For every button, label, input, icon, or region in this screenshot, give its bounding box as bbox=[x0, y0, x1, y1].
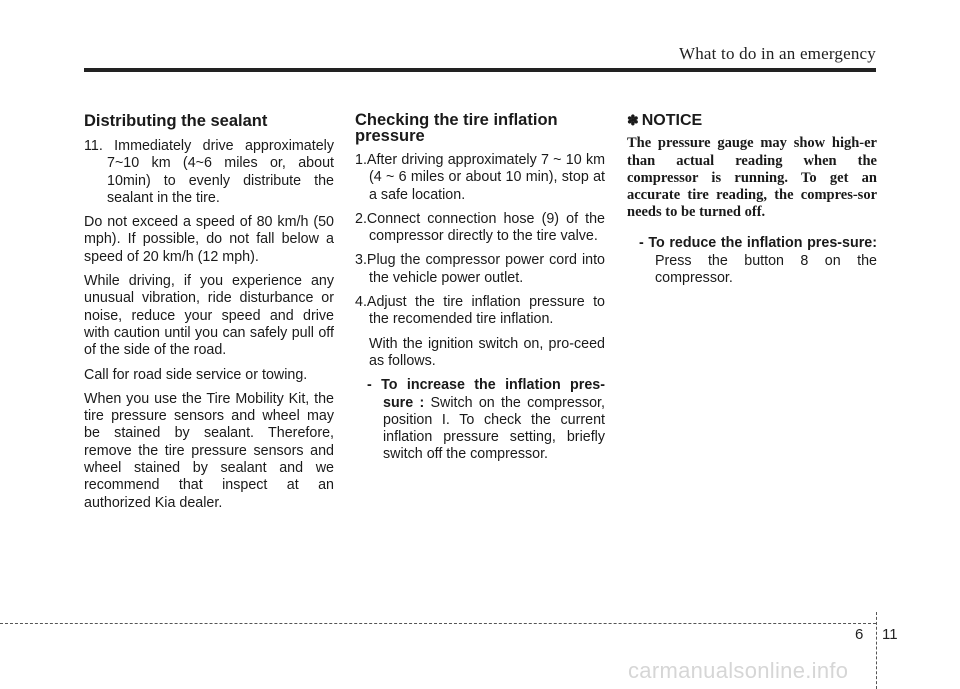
footer-rule bbox=[0, 623, 876, 624]
section-heading-checking: Checking the tire inflation pressure bbox=[355, 111, 558, 145]
increase-pressure-text: Switch on the compressor, position I. To check the current inflation pressure setting, briefly switch off the compressor. bbox=[383, 394, 605, 463]
page-number: 11 bbox=[882, 626, 898, 643]
increase-pressure-label: - To increase the inflation pres-sure : bbox=[367, 377, 605, 411]
step-2: 2.Connect connection hose (9) of the compressor directly to the tire valve. bbox=[355, 210, 605, 245]
paragraph-speed: Do not exceed a speed of 80 km/h (50 mph). If possible, do not fall below a speed of 20 km/h (12 mph). bbox=[84, 214, 334, 265]
section-number: 6 bbox=[855, 626, 864, 643]
column-checking-pressure bbox=[355, 112, 605, 471]
notice-heading bbox=[627, 112, 877, 129]
header-rule bbox=[84, 68, 876, 72]
increase-pressure-item bbox=[355, 377, 605, 463]
step-3: 3.Plug the compressor power cord into the vehicle power outlet. bbox=[355, 252, 605, 286]
reduce-pressure-label: - To reduce the inflation pres-sure: bbox=[639, 235, 877, 252]
section-heading-distributing: Distributing the sealant bbox=[84, 112, 268, 130]
paragraph-road-service: Call for road side service or towing. bbox=[84, 366, 308, 383]
column-distributing-sealant bbox=[84, 112, 334, 519]
notice-title: NOTICE bbox=[641, 112, 703, 129]
step-11: 11. Immediately drive approximately 7~10 km (4~6 miles or, about 10min) to evenly distribute the sealant in the tire. bbox=[84, 138, 334, 206]
step-4-sub: With the ignition switch on, pro-ceed as follows. bbox=[369, 335, 605, 369]
reduce-pressure-item bbox=[627, 235, 877, 287]
footer-divider bbox=[876, 612, 877, 689]
step-4: 4.Adjust the tire inflation pressure to the recomended tire inflation. bbox=[355, 294, 605, 328]
header-title: What to do in an emergency bbox=[678, 44, 876, 63]
watermark: carmanualsonline.info bbox=[628, 658, 849, 683]
asterisk-icon: ✽ bbox=[627, 112, 639, 128]
column-notice bbox=[627, 112, 877, 294]
reduce-pressure-text: Press the button 8 on the compressor. bbox=[655, 252, 877, 286]
paragraph-vibration: While driving, if you experience any unusual vibration, ride disturbance or noise, reduce your speed and drive with caution until you can safely pull off of the side of the road. bbox=[84, 273, 334, 359]
paragraph-tire-mobility-kit: When you use the Tire Mobility Kit, the tire pressure sensors and wheel may be stained by sealant. Therefore, remove the tire pressure sensors and wheel stained by sealant and we recommend that inspect at an authorized Kia dealer. bbox=[84, 390, 334, 511]
step-1: 1.After driving approximately 7 ~ 10 km (4 ~ 6 miles or about 10 min), stop at a safe location. bbox=[355, 152, 605, 203]
notice-body: The pressure gauge may show high-er than actual reading when the compressor is running. To get an accurate tire reading, the compres-sor needs to be turned off. bbox=[627, 135, 877, 221]
